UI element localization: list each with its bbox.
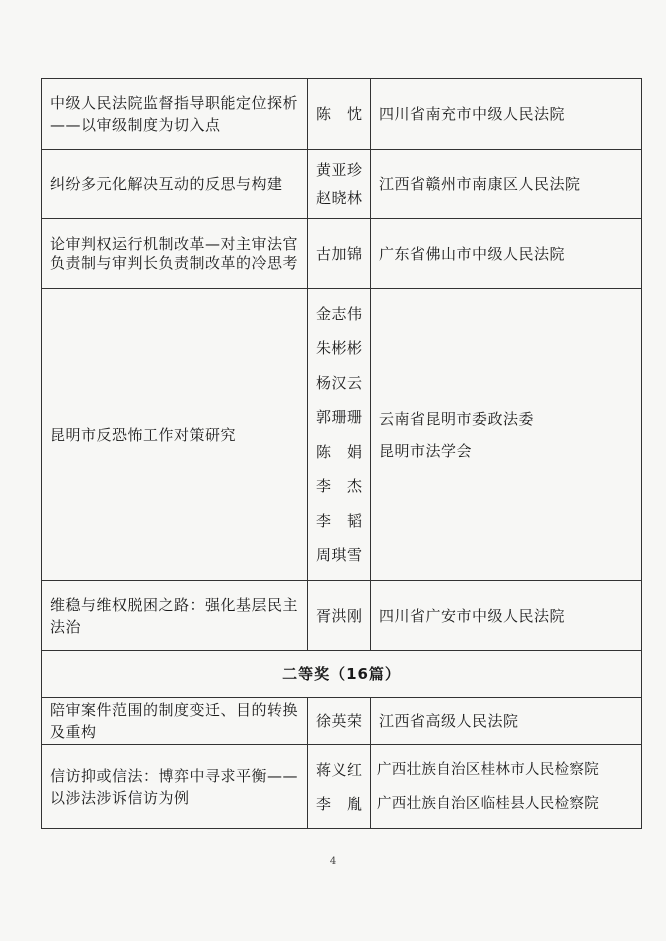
author-cell	[308, 219, 371, 289]
table-row	[42, 150, 642, 219]
author-name: 朱彬彬	[316, 339, 363, 357]
author-name: 李 韬	[316, 511, 363, 530]
author-name: 古加锦	[316, 244, 363, 263]
table-row	[42, 289, 642, 581]
author-cell	[308, 581, 371, 651]
paper-title: 论审判权运行机制改革—对主审法官负责制与审判长负责制改革的冷思考	[42, 219, 308, 289]
paper-title: 信访抑或信法：博弈中寻求平衡——以涉法涉诉信访为例	[42, 745, 308, 829]
author-name: 赵晓林	[316, 189, 363, 207]
table-row	[42, 219, 642, 289]
author-name: 金志伟	[316, 304, 363, 323]
organization-name: 广西壮族自治区临桂县人民检察院	[377, 795, 599, 812]
author-name: 胥洪刚	[316, 606, 363, 625]
organization-name: 江西省高级人民法院	[379, 712, 519, 730]
organization-cell	[371, 698, 642, 745]
table-row	[42, 79, 642, 150]
organization-name: 昆明市法学会	[379, 441, 473, 460]
author-cell	[308, 698, 371, 745]
organization-name: 四川省广安市中级人民法院	[379, 606, 566, 625]
paper-title: 中级人民法院监督指导职能定位探析——以审级制度为切入点	[42, 79, 308, 150]
author-name: 陈 忱	[316, 105, 363, 123]
paper-title: 纠纷多元化解决互动的反思与构建	[42, 150, 308, 219]
author-cell	[308, 150, 371, 219]
section-header-row	[42, 651, 642, 698]
author-name: 李 胤	[316, 794, 363, 813]
paper-title: 昆明市反恐怖工作对策研究	[42, 289, 308, 581]
page-number: 4	[329, 856, 337, 867]
paper-title: 陪审案件范围的制度变迁、目的转换及重构	[42, 698, 308, 745]
author-name: 陈 娟	[316, 442, 363, 461]
author-cell	[308, 745, 371, 829]
section-title: 二等奖（16篇）	[42, 651, 642, 698]
author-name: 杨汉云	[316, 373, 363, 392]
table-row	[42, 698, 642, 745]
author-cell	[308, 79, 371, 150]
author-name: 郭珊珊	[316, 408, 363, 426]
organization-cell	[371, 581, 642, 651]
table-row	[42, 745, 642, 829]
organization-cell	[371, 219, 642, 289]
organization-name: 广西壮族自治区桂林市人民检察院	[377, 761, 599, 778]
organization-name: 四川省南充市中级人民法院	[379, 105, 566, 123]
table-row	[42, 581, 642, 651]
organization-cell	[371, 745, 642, 829]
paper-title: 维稳与维权脱困之路：强化基层民主法治	[42, 581, 308, 651]
organization-name: 广东省佛山市中级人民法院	[379, 244, 566, 263]
organization-cell	[371, 150, 642, 219]
author-name: 徐英荣	[316, 712, 363, 730]
author-name: 李 杰	[316, 477, 363, 495]
organization-name: 江西省赣州市南康区人民法院	[379, 175, 581, 193]
organization-cell	[371, 289, 642, 581]
organization-name: 云南省昆明市委政法委	[379, 409, 535, 428]
author-cell	[308, 289, 371, 581]
author-name: 周琪雪	[316, 546, 363, 564]
organization-cell	[371, 79, 642, 150]
award-table	[41, 78, 642, 829]
author-name: 黄亚珍	[316, 161, 363, 179]
author-name: 蒋义红	[316, 760, 363, 779]
